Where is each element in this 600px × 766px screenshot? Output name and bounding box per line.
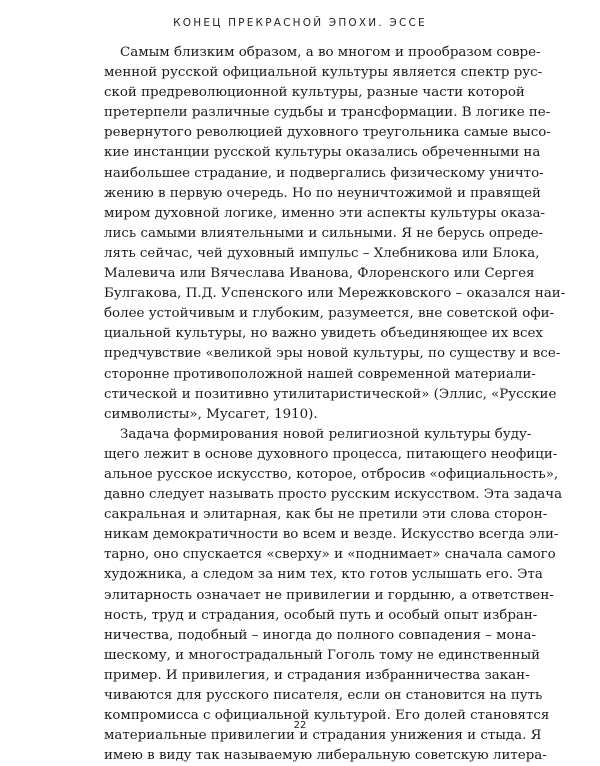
text-line: стической и позитивно утилитаристической» (Эллис, «Русские: [104, 386, 557, 402]
text-line: давно следует называть просто русским искусством. Эта задача: [104, 487, 563, 503]
text-line: Булгакова, П.Д. Успенского или Мережковского – оказался наи-: [104, 286, 566, 302]
running-header: КОНЕЦ ПРЕКРАСНОЙ ЭПОХИ. ЭССЕ: [173, 17, 427, 29]
text-line: ность, труд и страдания, особый путь и особый опыт избран-: [104, 607, 538, 623]
text-line: символисты», Мусагет, 1910).: [104, 406, 318, 422]
text-line: альное русское искусство, которое, отбросив «официальность»,: [104, 466, 559, 482]
text-line: лись самыми влиятельными и сильными. Я не берусь опреде-: [104, 225, 544, 241]
text-line: ской предреволюционной культуры, разные части которой: [104, 85, 525, 101]
text-line: Самым близким образом, а во многом и прообразом совре-: [120, 45, 541, 60]
text-line: более устойчивым и глубоким, разумеется, вне советской офи-: [104, 306, 555, 322]
text-line: ревернутого революцией духовного треугольника самые высо-: [104, 125, 551, 141]
text-line: шескому, и многострадальный Гоголь тому не единственный: [104, 647, 541, 663]
text-line: сторонне противоположной нашей современной материали-: [104, 366, 536, 382]
text-line: сакральная и элитарная, как бы не претили эти слова сторон-: [104, 507, 548, 523]
paragraph-1: [104, 43, 566, 425]
text-line: наибольшее страдание, и подвергались физическому уничто-: [104, 165, 544, 181]
text-line: Задача формирования новой религиозной культуры буду-: [120, 426, 532, 442]
text-line: лять сейчас, чей духовный импульс – Хлебникова или Блока,: [104, 245, 540, 261]
text-line: никам демократичности во всем и везде. Искусство всегда эли-: [104, 527, 559, 543]
page-number: 22: [293, 720, 307, 731]
text-line: кие инстанции русской культуры оказались обреченными на: [104, 145, 541, 161]
text-line: пример. И привилегия, и страдания избранничества закан-: [104, 667, 530, 683]
text-line: художника, а следом за ним тех, кто готов услышать его. Эта: [104, 567, 543, 583]
body-text: [104, 43, 566, 766]
text-line: имею в виду так называемую либеральную советскую литера-: [104, 748, 547, 764]
text-line: компромисса с официальной культурой. Его долей становятся: [104, 708, 550, 724]
text-line: материальные привилегии и страдания унижения и стыда. Я: [104, 728, 542, 744]
text-line: циальной культуры, но важно увидеть объединяющее их всех: [104, 326, 543, 342]
text-line: тарно, оно спускается «сверху» и «поднимает» сначала самого: [104, 547, 556, 563]
text-line: элитарность означает не привилегии и гордыню, а ответствен-: [104, 587, 554, 603]
text-line: жению в первую очередь. Но по неуничтожимой и правящей: [104, 185, 541, 201]
text-line: Малевича или Вячеслава Иванова, Флоренского или Сергея: [104, 266, 535, 282]
paragraph-2: [104, 425, 563, 766]
text-line: ничества, подобный – иногда до полного совпадения – мона-: [104, 627, 537, 643]
text-line: претерпели различные судьбы и трансформации. В логике пе-: [104, 105, 551, 121]
text-line: чиваются для русского писателя, если он становится на путь: [104, 688, 543, 703]
text-line: миром духовной логике, именно эти аспекты культуры оказа-: [104, 205, 545, 221]
text-line: щего лежит в основе духовного процесса, питающего неофици-: [104, 446, 558, 462]
text-line: менной русской официальной культуры является спектр рус-: [104, 65, 543, 81]
text-line: предчувствие «великой эры новой культуры, по существу и все-: [104, 346, 561, 362]
